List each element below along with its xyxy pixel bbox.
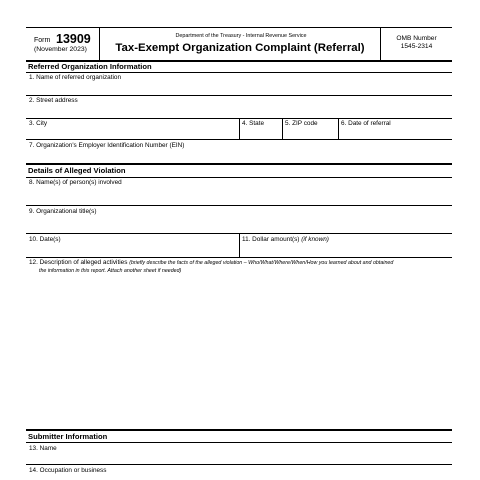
ein-label: 7. Organization's Employer Identification Number (EIN): [29, 142, 185, 149]
description-field[interactable]: [26, 257, 452, 428]
form-number: 13909: [56, 32, 91, 46]
dates-label: 10. Date(s): [29, 236, 61, 243]
omb-number: 1545-2314: [400, 43, 433, 50]
dollar-amounts-field[interactable]: [239, 233, 452, 257]
occupation-field[interactable]: [26, 464, 452, 480]
state-label: 4. State: [242, 120, 265, 127]
date-of-referral-field[interactable]: [338, 118, 452, 139]
ein-field[interactable]: [26, 139, 452, 162]
description-note-line2: the information in this report. Attach another sheet if needed): [39, 268, 182, 274]
street-address-label: 2. Street address: [29, 97, 78, 104]
submitter-name-field[interactable]: [26, 442, 452, 464]
form-title: Tax-Exempt Organization Complaint (Referral): [115, 42, 365, 54]
form-revision: (November 2023): [34, 46, 87, 53]
date-of-referral-label: 6. Date of referral: [341, 120, 391, 127]
persons-involved-label: 8. Name(s) of person(s) involved: [29, 179, 122, 186]
dollar-amounts-text: 11. Dollar amount(s): [242, 236, 300, 243]
form-word: Form: [34, 37, 51, 44]
referred-org-name-field[interactable]: [26, 72, 452, 95]
section-heading-referred: Referred Organization Information: [28, 62, 152, 71]
occupation-label: 14. Occupation or business: [29, 467, 107, 474]
city-label: 3. City: [29, 120, 48, 127]
header-top-rule: [26, 27, 452, 28]
section-rule-violation: [26, 163, 452, 165]
section-rule-submitter: [26, 429, 452, 431]
organizational-titles-field[interactable]: [26, 205, 452, 233]
section-heading-violation: Details of Alleged Violation: [28, 166, 126, 175]
zip-code-label: 5. ZIP code: [285, 120, 318, 127]
dollar-amounts-label: [242, 236, 329, 244]
agency-name: Department of the Treasury - Internal Revenue Service: [175, 33, 307, 39]
description-text: 12. Description of alleged activities: [29, 259, 128, 266]
section-heading-submitter: Submitter Information: [28, 432, 108, 441]
zip-code-field[interactable]: [282, 118, 338, 139]
street-address-field[interactable]: [26, 95, 452, 118]
dollar-amounts-note: (if known): [301, 236, 329, 243]
description-note-line1: (briefly describe the facts of the alleged violation – Who/What/Where/When/How you learned about and obtained: [129, 260, 394, 266]
persons-involved-field[interactable]: [26, 177, 452, 205]
state-field[interactable]: [239, 118, 282, 139]
dates-field[interactable]: [26, 233, 239, 257]
organizational-titles-label: 9. Organizational title(s): [29, 208, 97, 215]
description-label: [29, 259, 393, 267]
omb-label: OMB Number: [396, 35, 437, 42]
referred-org-name-label: 1. Name of referred organization: [29, 74, 122, 81]
city-field[interactable]: [26, 118, 239, 139]
submitter-name-label: 13. Name: [29, 445, 57, 452]
